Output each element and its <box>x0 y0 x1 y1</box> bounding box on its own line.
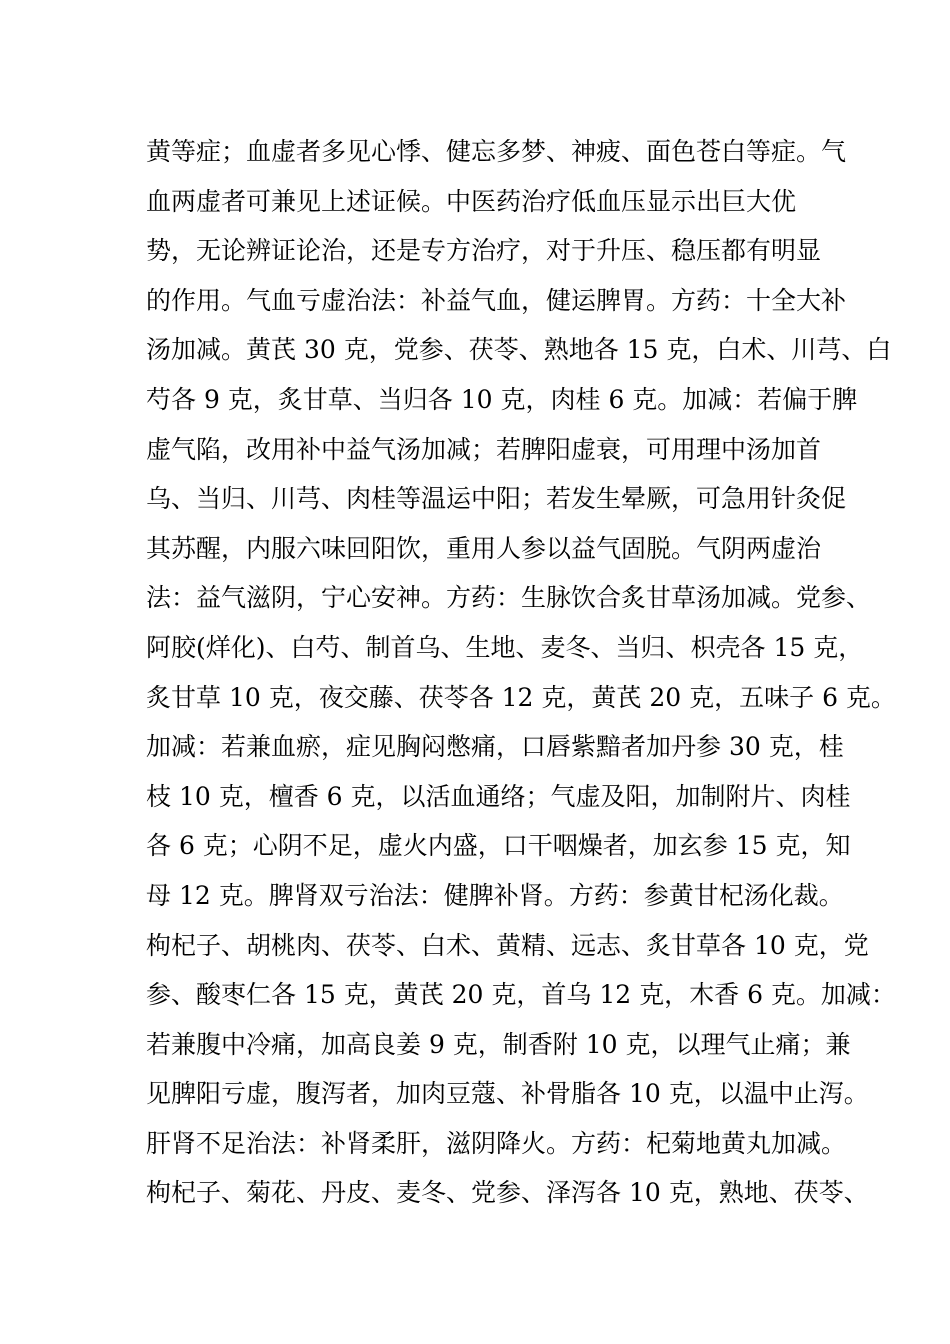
text-line-4: 的作用。气血亏虚治法：补益气血，健运脾胃。方药：十全大补 <box>146 285 847 315</box>
text-line-17: 枸杞子、胡桃肉、茯苓、白术、黄精、远志、炙甘草各 10 克，党 <box>146 930 869 960</box>
text-line-5: 汤加减。黄芪 30 克，党参、茯苓、熟地各 15 克，白术、川芎、白 <box>146 335 892 365</box>
text-line-11: 阿胶(烊化)、白芍、制首乌、生地、麦冬、当归、枳壳各 15 克， <box>146 632 864 662</box>
text-line-10: 法：益气滋阴，宁心安神。方药：生脉饮合炙甘草汤加减。党参、 <box>146 583 872 613</box>
text-line-3: 势，无论辨证论治，还是专方治疗，对于升压、稳压都有明显 <box>146 236 822 266</box>
text-line-8: 乌、当归、川芎、肉桂等温运中阳；若发生晕厥，可急用针灸促 <box>146 484 847 514</box>
text-line-15: 各 6 克；心阴不足，虚火内盛，口干咽燥者，加玄参 15 克，知 <box>146 831 851 861</box>
text-line-13: 加减：若兼血瘀，症见胸闷憋痛，口唇紫黯者加丹参 30 克，桂 <box>146 732 844 762</box>
text-line-22: 枸杞子、菊花、丹皮、麦冬、党参、泽泻各 10 克，熟地、茯苓、 <box>146 1178 869 1208</box>
text-line-1: 黄等症；血虚者多见心悸、健忘多梦、神疲、面色苍白等症。气 <box>146 137 847 166</box>
text-line-7: 虚气陷，改用补中益气汤加减；若脾阳虚衰，可用理中汤加首 <box>146 434 822 464</box>
text-line-12: 炙甘草 10 克，夜交藤、茯苓各 12 克，黄芪 20 克，五味子 6 克。 <box>146 682 896 712</box>
text-line-6: 芍各 9 克，炙甘草、当归各 10 克，肉桂 6 克。加减：若偏于脾 <box>146 384 858 414</box>
text-line-2: 血两虚者可兼见上述证候。中医药治疗低血压显示出巨大优 <box>146 186 797 216</box>
body-text <box>146 127 896 1218</box>
text-line-14: 枝 10 克，檀香 6 克，以活血通络；气虚及阳，加制附片、肉桂 <box>146 781 851 811</box>
text-line-16: 母 12 克。脾肾双亏治法：健脾补肾。方药：参黄甘杞汤化裁。 <box>146 880 844 910</box>
text-line-9: 其苏醒，内服六味回阳饮，重用人参以益气固脱。气阴两虚治 <box>146 533 822 563</box>
text-line-21: 肝肾不足治法：补肾柔肝，滋阴降火。方药：杞菊地黄丸加减。 <box>146 1128 847 1158</box>
text-line-18: 参、酸枣仁各 15 克，黄芪 20 克，首乌 12 克，木香 6 克。加减： <box>146 980 896 1010</box>
text-line-20: 见脾阳亏虚，腹泻者，加肉豆蔻、补骨脂各 10 克，以温中止泻。 <box>146 1079 869 1109</box>
text-line-19: 若兼腹中冷痛，加高良姜 9 克，制香附 10 克，以理气止痛；兼 <box>146 1029 851 1059</box>
